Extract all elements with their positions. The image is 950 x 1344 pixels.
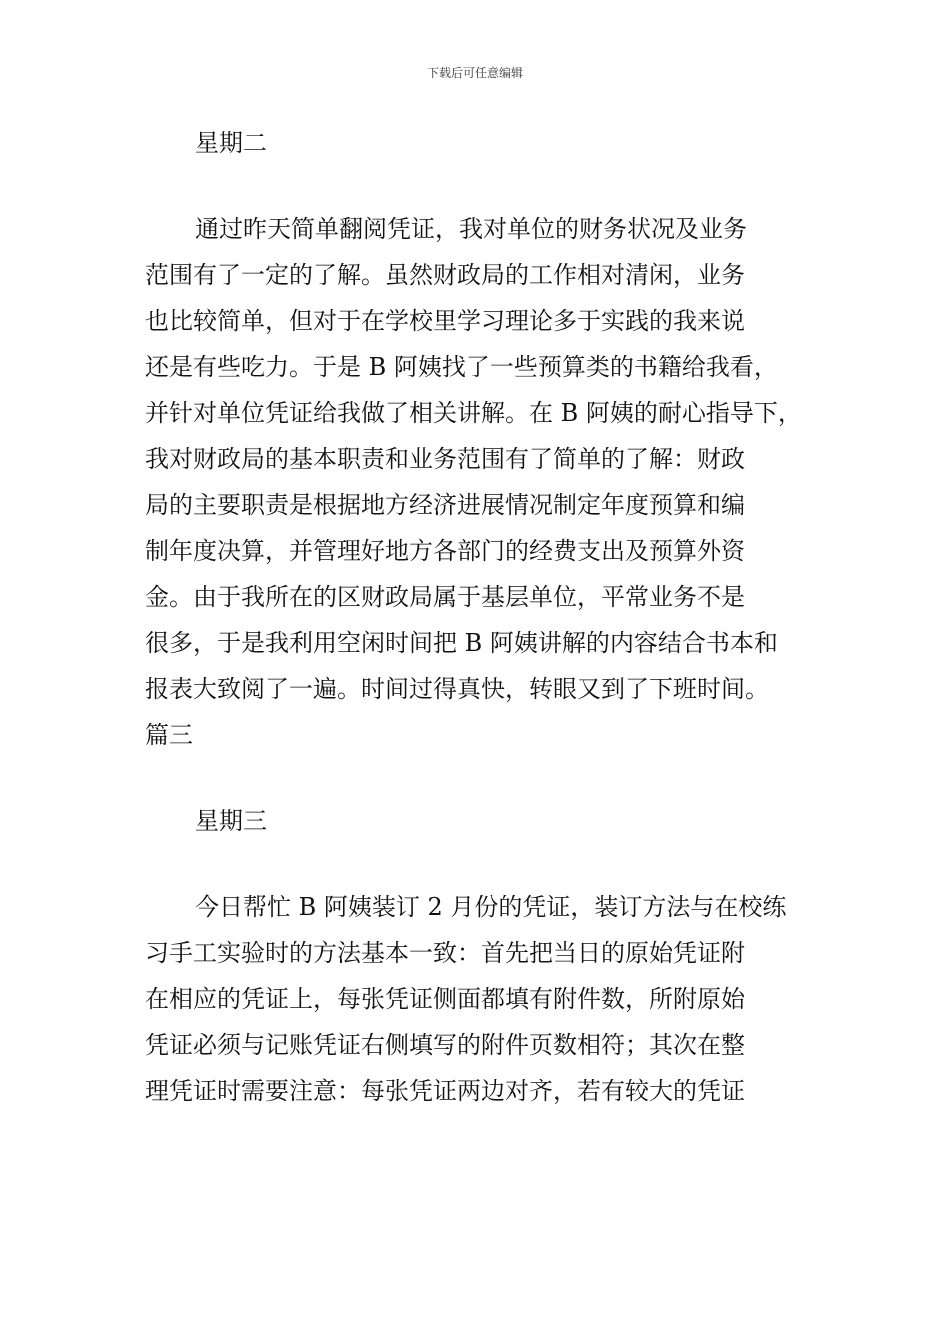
paragraph-line: 我对财政局的基本职责和业务范围有了简单的了解：财政	[145, 445, 745, 473]
paragraph-line: 今日帮忙 B 阿姨装订 2 月份的凭证，装订方法与在校练	[195, 893, 787, 921]
spacer	[145, 166, 825, 206]
document-body	[145, 120, 825, 1114]
paragraph-line: 范围有了一定的了解。虽然财政局的工作相对清闲，业务	[145, 261, 745, 289]
paragraph-line: 凭证必须与记账凭证右侧填写的附件页数相符；其次在整	[145, 1031, 745, 1059]
paragraph-tuesday	[145, 206, 825, 712]
heading-wednesday: 星期三	[195, 807, 267, 835]
paragraph-line: 通过昨天简单翻阅凭证，我对单位的财务状况及业务	[195, 215, 747, 243]
paragraph-line: 很多，于是我利用空闲时间把 B 阿姨讲解的内容结合书本和	[145, 629, 778, 657]
spacer	[145, 844, 825, 884]
paragraph-line: 也比较简单，但对于在学校里学习理论多于实践的我来说	[145, 307, 745, 335]
page-header-note: 下载后可任意编辑	[426, 66, 523, 80]
paragraph-line: 并针对单位凭证给我做了相关讲解。在 B 阿姨的耐心指导下，	[145, 399, 802, 427]
spacer	[145, 758, 825, 798]
paragraph-line: 理凭证时需要注意：每张凭证两边对齐，若有较大的凭证	[145, 1077, 745, 1105]
paragraph-wednesday	[145, 884, 825, 1114]
paragraph-line: 习手工实验时的方法基本一致：首先把当日的原始凭证附	[145, 939, 745, 967]
heading-tuesday: 星期二	[195, 129, 267, 157]
paragraph-line: 制年度决算，并管理好地方各部门的经费支出及预算外资	[145, 537, 745, 565]
paragraph-line: 在相应的凭证上，每张凭证侧面都填有附件数，所附原始	[145, 985, 745, 1013]
paragraph-line: 金。由于我所在的区财政局属于基层单位，平常业务不是	[145, 583, 745, 611]
part-three-label: 篇三	[145, 721, 193, 749]
paragraph-line: 报表大致阅了一遍。时间过得真快，转眼又到了下班时间。	[145, 675, 769, 703]
paragraph-line: 局的主要职责是根据地方经济进展情况制定年度预算和编	[145, 491, 745, 519]
paragraph-line: 还是有些吃力。于是 B 阿姨找了一些预算类的书籍给我看，	[145, 353, 778, 381]
